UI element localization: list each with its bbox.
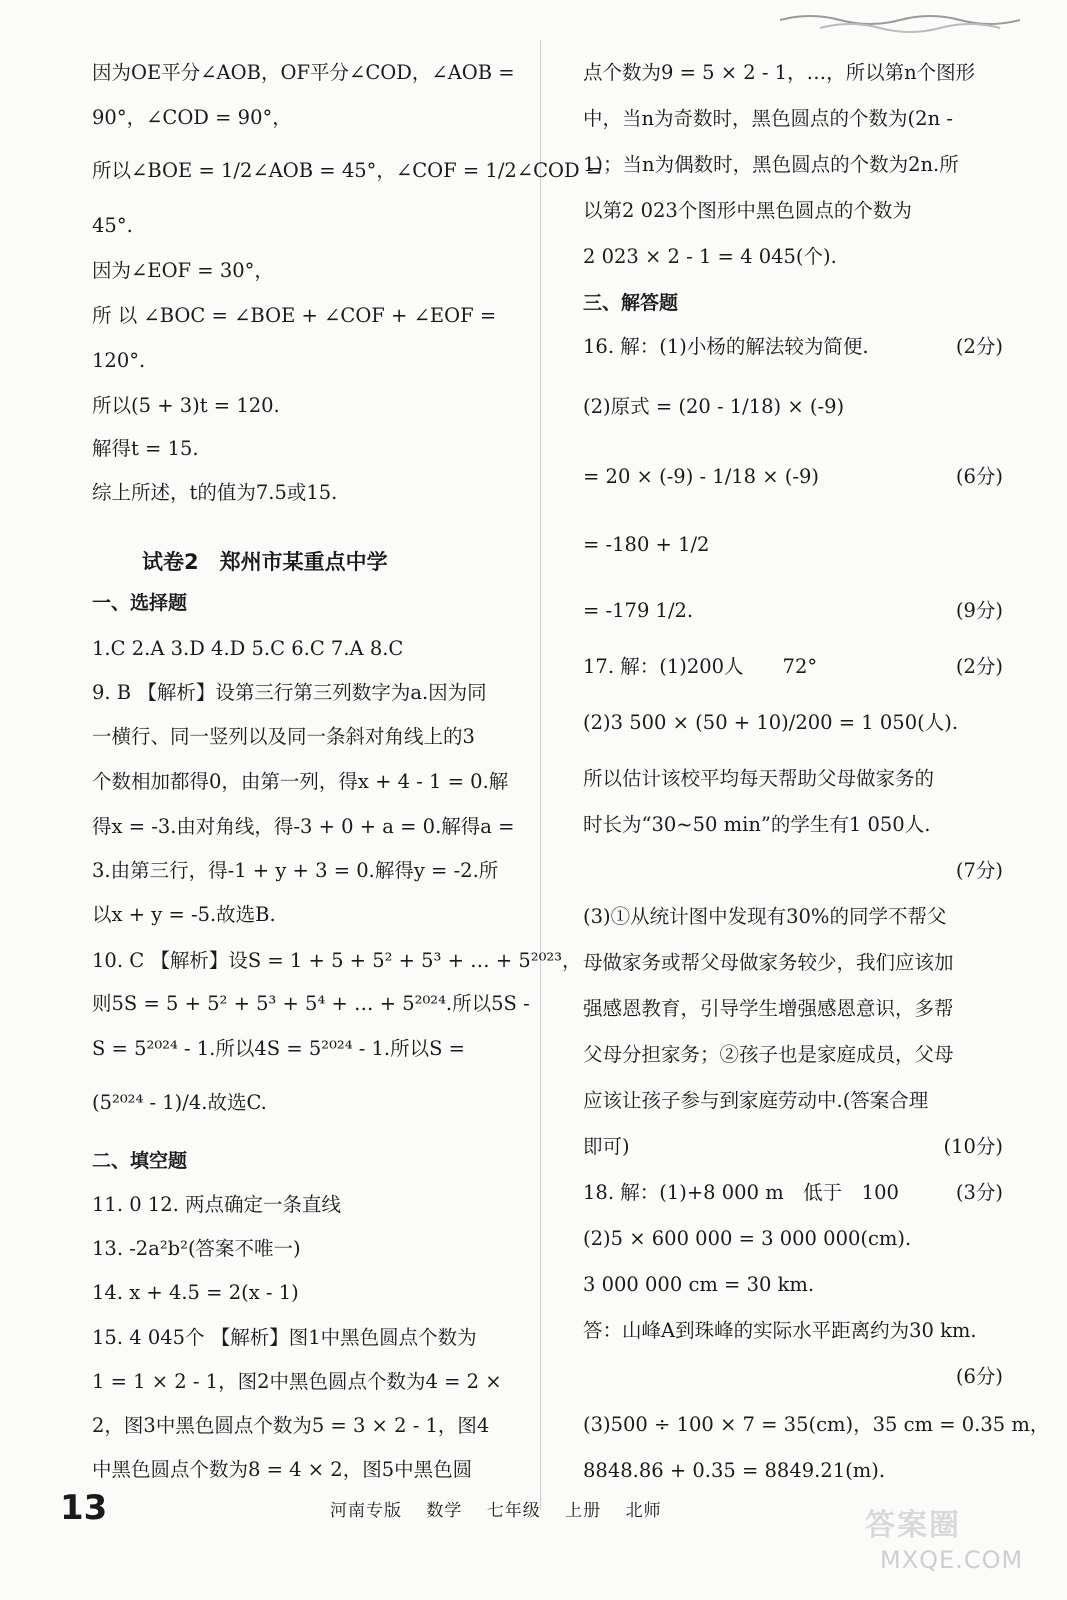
- right-line-text: 中，当n为奇数时，黑色圆点的个数为(2n -: [583, 107, 953, 130]
- right-line: [583, 1272, 1003, 1298]
- score-points: (6分): [955, 1365, 1003, 1388]
- left-line-text: 因为∠EOF = 30°，: [92, 259, 274, 282]
- right-line-text: 所以估计该校平均每天帮助父母做家务的: [583, 767, 935, 790]
- left-line: [92, 858, 512, 884]
- left-line: [92, 213, 512, 239]
- right-line-text: 16. 解：(1)小杨的解法较为简便.: [583, 335, 869, 358]
- left-line: [92, 105, 512, 131]
- left-line-text: 得x = -3.由对角线，得-3 + 0 + a = 0.解得a =: [92, 815, 515, 838]
- left-line: [92, 991, 530, 1017]
- left-line: [92, 636, 512, 662]
- right-line-text: (2)原式 = (20 - 1/18) × (-9): [583, 395, 845, 418]
- right-line-text: 17. 解：(1)200人 72°: [583, 655, 818, 678]
- right-line: [583, 1458, 1003, 1484]
- left-line-text: S = 5²⁰²⁴ - 1.所以4S = 5²⁰²⁴ - 1.所以S =: [92, 1037, 466, 1060]
- left-line: [92, 590, 512, 616]
- left-line-text: 个数相加都得0，由第一列，得x + 4 - 1 = 0.解: [92, 770, 509, 793]
- left-line-text: 因为OE平分∠AOB，OF平分∠COD，∠AOB =: [92, 61, 515, 84]
- right-line-text: (3)①从统计图中发现有30%的同学不帮父: [583, 905, 947, 928]
- left-line-text: 解得t = 15.: [92, 437, 199, 460]
- left-line-text: 90°，∠COD = 90°，: [92, 106, 292, 129]
- right-line-text: 3 000 000 cm = 30 km.: [583, 1273, 815, 1296]
- left-line-text: (5²⁰²⁴ - 1)/4.故选C.: [92, 1091, 267, 1114]
- right-line: [583, 290, 1003, 316]
- left-line: [92, 769, 512, 795]
- left-line: [92, 258, 512, 284]
- left-line: [92, 480, 512, 506]
- score-points: (7分): [955, 859, 1003, 882]
- left-line: [92, 1192, 512, 1218]
- right-line: [583, 106, 1003, 132]
- left-line: [92, 393, 512, 419]
- right-line: [583, 1042, 1003, 1068]
- right-line: [583, 152, 1003, 178]
- right-line-text: (2)5 × 600 000 = 3 000 000(cm).: [583, 1227, 912, 1250]
- right-line-text: 8848.86 + 0.35 = 8849.21(m).: [583, 1459, 886, 1482]
- right-line-text: 强感恩教育，引导学生增强感恩意识，多帮: [583, 997, 954, 1020]
- right-line-text: 18. 解：(1)+8 000 m 低于 100: [583, 1181, 899, 1204]
- left-line: [92, 1036, 512, 1062]
- left-line: [92, 1148, 512, 1174]
- score-points: (3分): [955, 1181, 1003, 1204]
- left-line-text: 11. 0 12. 两点确定一条直线: [92, 1193, 342, 1216]
- right-line-text: 应该让孩子参与到家庭劳动中.(答案合理: [583, 1089, 929, 1112]
- right-line: [583, 1318, 1003, 1344]
- left-line-text: 120°.: [92, 349, 146, 372]
- left-line: [92, 1457, 512, 1483]
- left-line-text: 9. B 【解析】设第三行第三列数字为a.因为同: [92, 681, 487, 704]
- left-line-text: 则5S = 5 + 5² + 5³ + 5⁴ + … + 5²⁰²⁴.所以5S -: [92, 992, 530, 1015]
- right-line: [583, 1134, 1003, 1160]
- right-line-text: 父母分担家务；②孩子也是家庭成员，父母: [583, 1043, 954, 1066]
- right-line-text: 即可): [583, 1135, 630, 1158]
- footer-publisher: 北师: [625, 1501, 662, 1521]
- left-line: [92, 303, 512, 329]
- right-line: [583, 710, 1003, 736]
- right-line-text: = -179 1/2.: [583, 599, 694, 622]
- right-line-text: 2 023 × 2 - 1 = 4 045(个).: [583, 245, 837, 268]
- right-line: [583, 598, 1003, 624]
- left-line: [92, 348, 512, 374]
- footer-grade: 七年级: [486, 1501, 541, 1521]
- watermark-site: MXQE.COM: [880, 1546, 1024, 1574]
- left-line-text: 14. x + 4.5 = 2(x - 1): [92, 1281, 299, 1304]
- left-line-text: 一、选择题: [92, 592, 188, 614]
- header-wave-decoration: [780, 8, 1020, 38]
- right-line: [583, 766, 1003, 792]
- left-line: [92, 814, 515, 840]
- left-line: [92, 60, 515, 86]
- left-line-text: 二、填空题: [92, 1150, 188, 1172]
- left-line: [92, 158, 603, 184]
- right-line: [583, 950, 1003, 976]
- left-line: [92, 724, 512, 750]
- right-line-text: 点个数为9 = 5 × 2 - 1，…，所以第n个图形: [583, 61, 976, 84]
- right-line: [583, 1412, 1050, 1438]
- right-line: [583, 198, 1003, 224]
- footer-edition: 河南专版: [330, 1501, 402, 1521]
- page-number: 13: [60, 1488, 108, 1528]
- left-line-text: 13. -2a²b²(答案不唯一): [92, 1237, 301, 1260]
- left-line-text: 45°.: [92, 214, 133, 237]
- score-points: (10分): [943, 1135, 1003, 1158]
- left-line-text: 以x + y = -5.故选B.: [92, 903, 276, 926]
- left-line: [92, 902, 512, 928]
- left-line: [92, 1090, 512, 1116]
- right-line-text: 以第2 023个图形中黑色圆点的个数为: [583, 199, 912, 222]
- left-line: [92, 1325, 512, 1351]
- right-line: [583, 464, 1003, 490]
- right-line-text: (3)500 ÷ 100 × 7 = 35(cm)，35 cm = 0.35 m，: [583, 1413, 1050, 1436]
- left-line: [92, 1280, 512, 1306]
- section-title: 试卷2 郑州市某重点中学: [142, 550, 388, 574]
- right-line-text: 答：山峰A到珠峰的实际水平距离约为30 km.: [583, 1319, 977, 1342]
- right-line: [583, 996, 1003, 1022]
- right-line-text: 三、解答题: [583, 292, 679, 314]
- right-line: [583, 1088, 1003, 1114]
- left-line: [92, 1413, 512, 1439]
- left-line: [92, 1369, 512, 1395]
- right-line-text: 时长为“30~50 min”的学生有1 050人.: [583, 813, 931, 836]
- score-points: (9分): [955, 599, 1003, 622]
- left-line-text: 所 以 ∠BOC = ∠BOE + ∠COF + ∠EOF =: [92, 304, 497, 327]
- right-line: [583, 1180, 1003, 1206]
- left-line-text: 3.由第三行，得-1 + y + 3 = 0.解得y = -2.所: [92, 859, 499, 882]
- left-line-text: 中黑色圆点个数为8 = 4 × 2，图5中黑色圆: [92, 1458, 473, 1481]
- right-line: [583, 60, 1003, 86]
- right-line-text: 母做家务或帮父母做家务较少，我们应该加: [583, 951, 954, 974]
- left-line-text: 所以∠BOE = 1/2∠AOB = 45°，∠COF = 1/2∠COD =: [92, 159, 603, 182]
- right-line: [583, 1226, 1003, 1252]
- right-line: [583, 904, 1003, 930]
- left-line: [92, 680, 512, 706]
- score-points: (6分): [955, 465, 1003, 488]
- left-line-text: 1.C 2.A 3.D 4.D 5.C 6.C 7.A 8.C: [92, 637, 404, 660]
- right-line: [583, 394, 1003, 420]
- footer-subject: 数学: [426, 1501, 463, 1521]
- right-line-text: = -180 + 1/2: [583, 533, 710, 556]
- left-line: [92, 436, 512, 462]
- score-points: (2分): [955, 655, 1003, 678]
- right-line: [583, 244, 1003, 270]
- left-line: [92, 1236, 512, 1262]
- right-line-text: 1)；当n为偶数时，黑色圆点的个数为2n.所: [583, 153, 959, 176]
- left-line-text: 1 = 1 × 2 - 1，图2中黑色圆点个数为4 = 2 ×: [92, 1370, 502, 1393]
- left-line-text: 15. 4 045个 【解析】图1中黑色圆点个数为: [92, 1326, 477, 1349]
- left-line-text: 一横行、同一竖列以及同一条斜对角线上的3: [92, 725, 475, 748]
- right-line: [583, 812, 1003, 838]
- right-line: [583, 334, 1003, 360]
- column-divider: [540, 40, 541, 1510]
- watermark-logo: 答案圈: [865, 1508, 961, 1543]
- left-line-text: 10. C 【解析】设S = 1 + 5 + 5² + 5³ + … + 5²⁰²³，: [92, 949, 582, 972]
- left-line-text: 2，图3中黑色圆点个数为5 = 3 × 2 - 1，图4: [92, 1414, 490, 1437]
- right-line: [583, 654, 1003, 680]
- left-line-text: 所以(5 + 3)t = 120.: [92, 394, 280, 417]
- left-line: [92, 948, 582, 974]
- score-points: (2分): [955, 335, 1003, 358]
- right-line-text: (2)3 500 × (50 + 10)/200 = 1 050(人).: [583, 711, 959, 734]
- left-line-text: 综上所述，t的值为7.5或15.: [92, 481, 338, 504]
- right-line-text: = 20 × (-9) - 1/18 × (-9): [583, 465, 820, 488]
- right-line: [583, 532, 1003, 558]
- footer-info: [330, 1496, 680, 1521]
- footer-volume: 上册: [565, 1501, 602, 1521]
